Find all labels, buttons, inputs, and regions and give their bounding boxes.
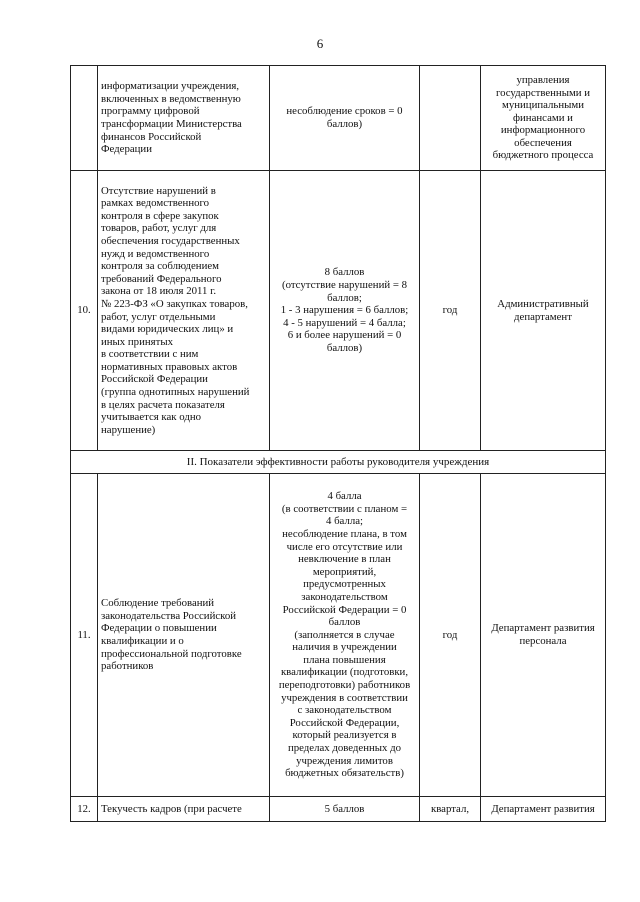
section-title: II. Показатели эффективности работы руководителя учреждения	[71, 451, 606, 474]
indicator-description: Отсутствие нарушений в рамках ведомственного контроля в сфере закупок товаров, работ, услуг для обеспечения государственных нужд и ведомственного контроля за соблюдением требований Федерального закона от 18 июля 2011 г. № 223-ФЗ «О закупках товаров, работ, услуг отдельными видами юридических лиц» и иных принятых в соответствии с ним нормативных правовых актов Российской Федерации (группа однотипных нарушений в целях расчета показателя учитывается как одно нарушение)	[98, 171, 270, 451]
row-number: 10.	[71, 171, 98, 451]
indicator-criteria: несоблюдение сроков = 0 баллов)	[270, 66, 420, 171]
indicator-criteria: 8 баллов (отсутствие нарушений = 8 баллов; 1 - 3 нарушения = 6 баллов; 4 - 5 нарушений = 4 балла; 6 и более нарушений = 0 баллов)	[270, 171, 420, 451]
indicator-period: квартал,	[420, 797, 481, 822]
row-number: 11.	[71, 474, 98, 797]
indicator-description: информатизации учреждения, включенных в ведомственную программу цифровой трансформации Министерства финансов Российской Федерации	[98, 66, 270, 171]
page-number: 6	[316, 36, 324, 51]
section-row	[71, 451, 606, 474]
indicator-criteria: 5 баллов	[270, 797, 420, 822]
indicator-period: год	[420, 474, 481, 797]
table-row	[71, 171, 606, 451]
indicator-description: Соблюдение требований законодательства Российской Федерации о повышении квалификации и о профессиональной подготовке работников	[98, 474, 270, 797]
table-row-continued	[71, 66, 606, 171]
table-row	[71, 474, 606, 797]
table-row	[71, 797, 606, 822]
responsible-department: Департамент развития	[481, 797, 606, 822]
responsible-department: управления государственными и муниципальными финансами и информационного обеспечения бюджетного процесса	[481, 66, 606, 171]
responsible-department: Административный департамент	[481, 171, 606, 451]
row-number	[71, 66, 98, 171]
responsible-department: Департамент развития персонала	[481, 474, 606, 797]
indicator-period: год	[420, 171, 481, 451]
indicators-table	[70, 65, 606, 822]
indicator-description: Текучесть кадров (при расчете	[98, 797, 270, 822]
indicator-period	[420, 66, 481, 171]
row-number: 12.	[71, 797, 98, 822]
indicator-criteria: 4 балла (в соответствии с планом = 4 балла; несоблюдение плана, в том числе его отсутствие или невключение в план мероприятий, предусмотренных законодательством Российской Федерации = 0 баллов (заполняется в случае наличия в учреждении плана повышения квалификации (подготовки, переподготовки) работников учреждения в соответствии с законодательством Российской Федерации, который реализуется в пределах доведенных до учреждения лимитов бюджетных обязательств)	[270, 474, 420, 797]
